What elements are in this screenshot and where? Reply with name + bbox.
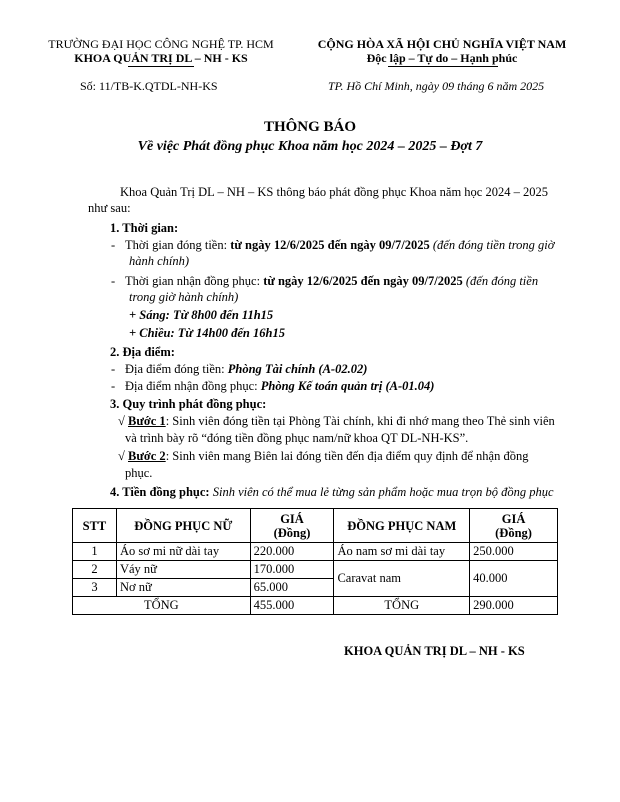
pickup-location-line [125,378,434,394]
male-price: 250.000 [470,543,558,561]
header-price-female: GIÁ (Đồng) [250,509,334,543]
step-1-label: Bước 1 [128,414,166,428]
payment-time-line [125,237,554,253]
row-stt: 2 [73,561,117,579]
female-price: 220.000 [250,543,334,561]
male-total-label: TỔNG [334,597,470,615]
male-item: Áo nam sơ mi dài tay [334,543,470,561]
pickup-time-note: (đến đóng tiền [462,274,539,288]
pickup-location-value: Phòng Kế toán quản trị (A-01.04) [260,379,435,393]
row-stt: 1 [73,543,117,561]
bullet-dash: - [111,362,116,376]
header-stt: STT [73,509,117,543]
bullet-dash: - [111,274,116,288]
female-item: Nơ nữ [116,579,250,597]
signature-block: KHOA QUẢN TRỊ DL – NH - KS [344,644,525,658]
header-male-uniform: ĐỒNG PHỤC NAM [334,509,470,543]
female-total: 455.000 [250,597,334,615]
payment-time-label: Thời gian đóng tiền: [125,238,231,252]
document-number: Số: 11/TB-K.QTDL-NH-KS [80,79,218,93]
step-1-line [118,413,555,429]
pickup-time-note-cont: trong giờ hành chính) [129,290,239,304]
step-2-text-cont: phục. [125,466,153,480]
pickup-time-line [125,273,538,289]
table-total-row [73,597,558,615]
section-4-note: Sinh viên có thể mua lẻ từng sản phẩm hoặc mua trọn bộ đồng phục [209,485,554,499]
header-price-male: GIÁ (Đồng) [470,509,558,543]
female-price: 170.000 [250,561,334,579]
step-2-line [118,448,528,464]
row-stt: 3 [73,579,117,597]
header-female-uniform: ĐỒNG PHỤC NỮ [116,509,250,543]
university-name: TRƯỜNG ĐẠI HỌC CÔNG NGHỆ TP. HCM [48,37,274,51]
place-date: TP. Hồ Chí Minh, ngày 09 tháng 6 năm 2025 [328,79,545,93]
afternoon-hours: + Chiều: Từ 14h00 đến 16h15 [129,326,285,340]
table-header-row [73,509,558,543]
page-subtitle: Về việc Phát đồng phục Khoa năm học 2024 – 2025 – Đợt 7 [137,139,483,154]
table-row [73,561,558,579]
morning-hours: + Sáng: Từ 8h00 đến 11h15 [129,308,274,322]
bullet-dash: - [111,379,116,393]
check-icon: √ [118,414,125,428]
section-1-heading: 1. Thời gian: [110,221,179,235]
section-3-heading: 3. Quy trình phát đồng phục: [110,397,267,411]
payment-location-label: Địa điểm đóng tiền: [125,362,228,376]
male-item: Caravat nam [334,561,470,597]
payment-time-note: (đến đóng tiền trong giờ [429,238,555,252]
pickup-time-value: từ ngày 12/6/2025 đến ngày 09/7/2025 [263,274,463,288]
table-row [73,543,558,561]
left-header-rule [128,66,194,67]
pickup-time-label: Thời gian nhận đồng phục: [125,274,264,288]
female-item: Áo sơ mi nữ dài tay [116,543,250,561]
check-icon: √ [118,449,125,463]
payment-time-note-cont: hành chính) [129,254,190,268]
step-2-label: Bước 2 [128,449,166,463]
payment-location-line [125,361,367,377]
faculty-name: KHOA QUẢN TRỊ DL – NH - KS [74,51,248,65]
section-2-heading: 2. Địa điểm: [110,345,175,359]
step-2-text: : Sinh viên mang Biên lai đóng tiền đến địa điểm quy định để nhận đồng [165,449,529,463]
section-4-line [110,484,554,500]
intro-line-2: như sau: [88,201,131,215]
female-item: Váy nữ [116,561,250,579]
pickup-location-label: Địa điểm nhận đồng phục: [125,379,261,393]
section-4-heading: 4. Tiền đồng phục: [110,485,210,499]
female-total-label: TỔNG [73,597,251,615]
page-title: THÔNG BÁO [263,119,357,135]
step-1-text-cont: và trình bày rõ “đóng tiền đồng phục nam/nữ khoa QT DL-NH-KS”. [125,431,469,445]
payment-time-value: từ ngày 12/6/2025 đến ngày 09/7/2025 [230,238,430,252]
payment-location-value: Phòng Tài chính (A-02.02) [227,362,368,376]
step-1-text: : Sinh viên đóng tiền tại Phòng Tài chính, khi đi nhớ mang theo Thẻ sinh viên [165,414,555,428]
male-total: 290.000 [470,597,558,615]
national-motto: Độc lập – Tự do – Hạnh phúc [366,51,518,65]
male-price: 40.000 [470,561,558,597]
uniform-price-table [72,508,558,615]
intro-line-1: Khoa Quản Trị DL – NH – KS thông báo phát đồng phục Khoa năm học 2024 – 2025 [120,185,548,199]
bullet-dash: - [111,238,116,252]
country-name: CỘNG HÒA XÃ HỘI CHỦ NGHĨA VIỆT NAM [317,37,567,51]
right-header-rule [388,66,498,67]
female-price: 65.000 [250,579,334,597]
